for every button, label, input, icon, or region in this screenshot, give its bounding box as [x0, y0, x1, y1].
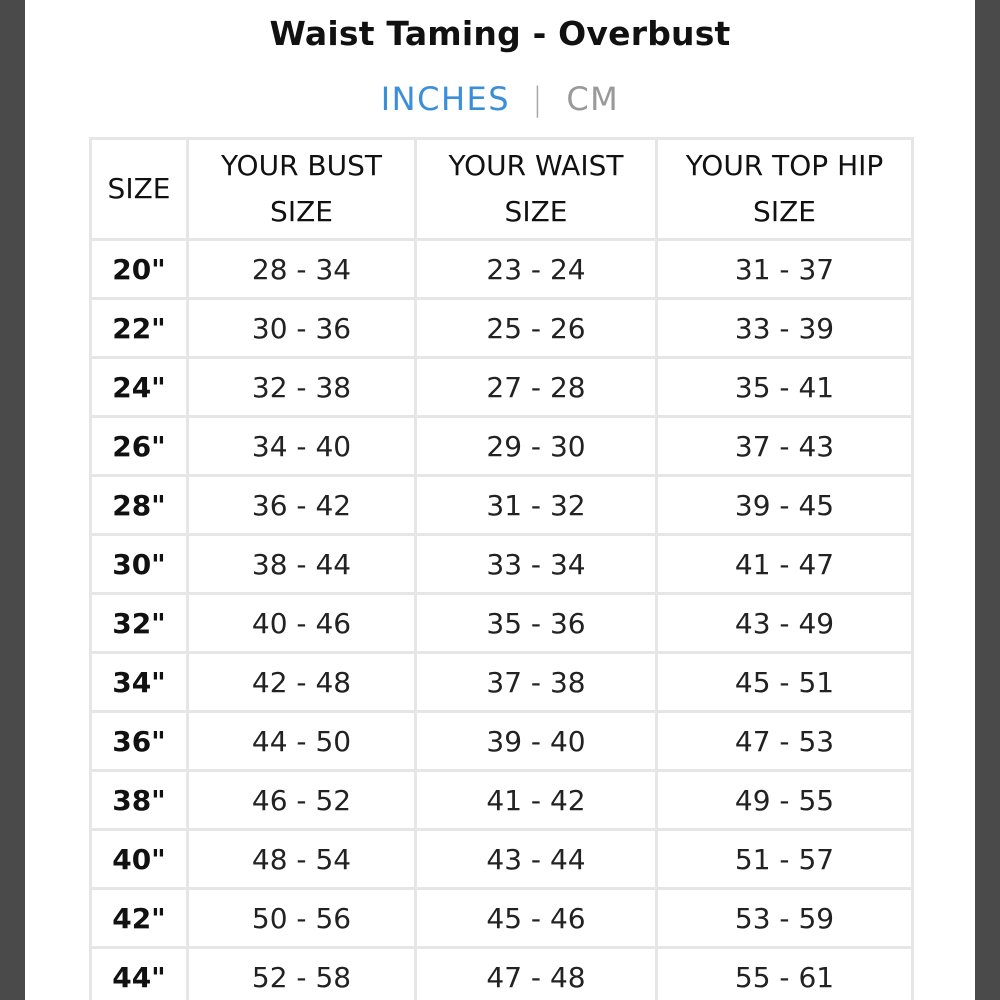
- hip-cell: 49 - 55: [657, 771, 913, 830]
- cm-toggle-button[interactable]: CM: [566, 80, 620, 118]
- size-table: [89, 137, 914, 1000]
- table-row: [91, 417, 913, 476]
- bust-cell: 38 - 44: [188, 535, 416, 594]
- bust-cell: 42 - 48: [188, 653, 416, 712]
- bust-cell: 28 - 34: [188, 240, 416, 299]
- hip-cell: 33 - 39: [657, 299, 913, 358]
- hip-cell: 55 - 61: [657, 948, 913, 1000]
- size-cell: 22": [91, 299, 188, 358]
- size-cell: 26": [91, 417, 188, 476]
- waist-cell: 33 - 34: [416, 535, 657, 594]
- hip-cell: 53 - 59: [657, 889, 913, 948]
- table-header-row: [91, 139, 913, 240]
- waist-cell: 25 - 26: [416, 299, 657, 358]
- bust-cell: 40 - 46: [188, 594, 416, 653]
- table-row: [91, 889, 913, 948]
- bust-cell: 44 - 50: [188, 712, 416, 771]
- table-row: [91, 653, 913, 712]
- table-row: [91, 240, 913, 299]
- waist-cell: 47 - 48: [416, 948, 657, 1000]
- hip-cell: 35 - 41: [657, 358, 913, 417]
- bust-cell: 36 - 42: [188, 476, 416, 535]
- table-row: [91, 358, 913, 417]
- bust-cell: 48 - 54: [188, 830, 416, 889]
- hip-cell: 37 - 43: [657, 417, 913, 476]
- size-cell: 34": [91, 653, 188, 712]
- size-cell: 28": [91, 476, 188, 535]
- hip-cell: 31 - 37: [657, 240, 913, 299]
- size-cell: 36": [91, 712, 188, 771]
- bust-cell: 34 - 40: [188, 417, 416, 476]
- hip-cell: 45 - 51: [657, 653, 913, 712]
- waist-cell: 37 - 38: [416, 653, 657, 712]
- table-row: [91, 476, 913, 535]
- size-cell: 20": [91, 240, 188, 299]
- table-row: [91, 535, 913, 594]
- waist-cell: 31 - 32: [416, 476, 657, 535]
- hip-cell: 47 - 53: [657, 712, 913, 771]
- header-bust-size: YOUR BUST SIZE: [188, 139, 416, 240]
- unit-separator: |: [532, 80, 545, 118]
- hip-cell: 41 - 47: [657, 535, 913, 594]
- bust-cell: 52 - 58: [188, 948, 416, 1000]
- unit-toggle: [25, 80, 975, 118]
- waist-cell: 45 - 46: [416, 889, 657, 948]
- header-top-hip-size: YOUR TOP HIP SIZE: [657, 139, 913, 240]
- size-cell: 38": [91, 771, 188, 830]
- hip-cell: 39 - 45: [657, 476, 913, 535]
- size-chart-panel: [25, 0, 975, 1000]
- table-row: [91, 830, 913, 889]
- waist-cell: 29 - 30: [416, 417, 657, 476]
- header-waist-size: YOUR WAIST SIZE: [416, 139, 657, 240]
- size-cell: 42": [91, 889, 188, 948]
- table-row: [91, 712, 913, 771]
- waist-cell: 43 - 44: [416, 830, 657, 889]
- size-cell: 24": [91, 358, 188, 417]
- header-size: SIZE: [91, 139, 188, 240]
- hip-cell: 43 - 49: [657, 594, 913, 653]
- table-row: [91, 948, 913, 1000]
- table-body: [91, 240, 913, 1000]
- size-cell: 32": [91, 594, 188, 653]
- hip-cell: 51 - 57: [657, 830, 913, 889]
- bust-cell: 46 - 52: [188, 771, 416, 830]
- page-title: Waist Taming - Overbust: [269, 14, 731, 53]
- waist-cell: 35 - 36: [416, 594, 657, 653]
- waist-cell: 27 - 28: [416, 358, 657, 417]
- waist-cell: 23 - 24: [416, 240, 657, 299]
- bust-cell: 50 - 56: [188, 889, 416, 948]
- bust-cell: 30 - 36: [188, 299, 416, 358]
- size-cell: 40": [91, 830, 188, 889]
- waist-cell: 39 - 40: [416, 712, 657, 771]
- size-cell: 30": [91, 535, 188, 594]
- table-row: [91, 771, 913, 830]
- size-cell: 44": [91, 948, 188, 1000]
- table-row: [91, 299, 913, 358]
- bust-cell: 32 - 38: [188, 358, 416, 417]
- waist-cell: 41 - 42: [416, 771, 657, 830]
- inches-toggle-button[interactable]: INCHES: [380, 80, 511, 118]
- table-row: [91, 594, 913, 653]
